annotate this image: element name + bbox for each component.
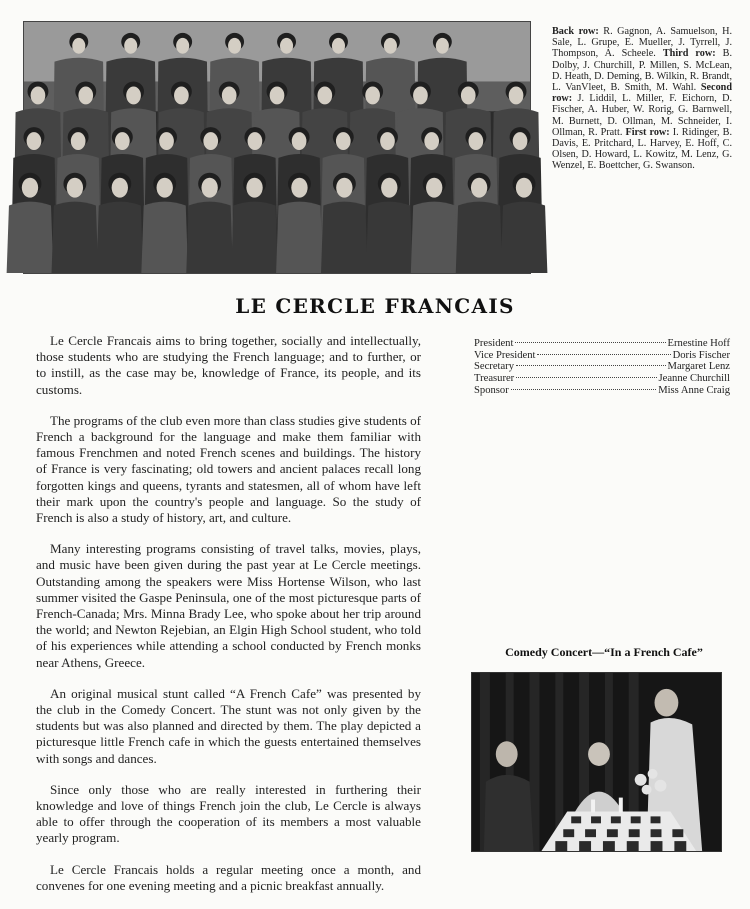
leader-dots [515, 342, 665, 343]
student-face [222, 86, 237, 104]
student-face [126, 86, 141, 104]
paragraph: Le Cercle Francais aims to bring together, socially and intellectually, those students who are studying the French language; and to further, or to instill, as the case may be, knowledge of France, its people, and its customs. [36, 333, 421, 397]
student-figure [456, 202, 503, 273]
officer-role: Secretary [474, 361, 514, 373]
student-face [112, 178, 128, 198]
student-face [71, 132, 86, 150]
student-face [332, 38, 345, 54]
student-face [157, 178, 173, 198]
student-face [115, 132, 130, 150]
comedy-photo-drawing [472, 673, 721, 851]
student-figure [411, 202, 458, 273]
student-face [471, 178, 487, 198]
student-face [436, 38, 449, 54]
student-face [159, 132, 174, 150]
officer-row-president [474, 338, 730, 350]
officer-role: Vice President [474, 349, 536, 361]
student-face [124, 38, 137, 54]
student-face [22, 178, 38, 198]
student-figure [141, 202, 188, 273]
names-label-second: Second row: [552, 82, 732, 105]
officer-name: Miss Anne Craig [658, 384, 730, 396]
student-face [72, 38, 85, 54]
student-face [174, 86, 189, 104]
names-label-back: Back row: [552, 26, 599, 37]
student-face [176, 38, 189, 54]
student-face [424, 132, 439, 150]
officer-role: Treasurer [474, 373, 515, 385]
student-face [513, 132, 528, 150]
paragraph: Since only those who are really interested in furthering their knowledge and love of things French join the club, Le Cercle is always able to offer through the cooperation of its members a most valuable yearly program. [36, 781, 421, 846]
student-face [426, 178, 442, 198]
names-text-second: J. Liddil, L. Miller, F. Eichorn, D. Fischer, A. Huber, W. Rorig, G. Barnwell, M. Burnett, D. Ollman, M. Schneider, I. Ollman, R. Pratt. [552, 93, 732, 138]
names-label-third: Third row: [662, 48, 716, 60]
student-face [461, 86, 476, 104]
student-face [201, 178, 217, 198]
officer-row-sponsor [474, 385, 730, 397]
student-face [384, 38, 397, 54]
officer-role: Sponsor [474, 384, 509, 396]
student-face [516, 178, 532, 198]
officer-name: Ernestine Hoff [667, 338, 730, 349]
officer-role: President [474, 338, 514, 349]
student-figure [52, 202, 99, 273]
student-figure [321, 202, 368, 273]
officer-row-vice-president [474, 350, 730, 362]
names-text-first: I. Ridinger, B. Davis, E. Pritchard, L. Harvey, E. Hoff, C. Olsen, D. Howard, L. Kowitz, M. Lenz, G. Wenzel, E. Boettcher, G. Swanson. [552, 126, 732, 172]
club-group-photo [23, 21, 531, 274]
leader-dots [516, 377, 656, 378]
student-figure [7, 202, 54, 273]
student-face [203, 132, 218, 150]
paragraph: An original musical stunt called “A French Cafe” was presented by the club in the Comedy Concert. The stunt was not only given by the students but was also planned and directed by them. The play depicted a picturesque little French cafe in which the guests entertained themselves with songs and dances. [36, 685, 421, 766]
student-face [413, 86, 428, 104]
paragraph: Le Cercle Francais holds a regular meeting once a month, and convenes for one evening meeting and a picnic breakfast annually. [36, 861, 421, 893]
student-figure [366, 202, 413, 273]
officer-row-treasurer [474, 373, 730, 385]
comedy-concert-photo [471, 672, 722, 852]
officers-list [474, 338, 730, 397]
student-face [336, 178, 352, 198]
student-face [380, 132, 395, 150]
officer-name: Doris Fischer [672, 349, 730, 361]
student-face [246, 178, 262, 198]
names-label-first: First row: [625, 126, 670, 138]
student-face [270, 86, 285, 104]
student-face [381, 178, 397, 198]
student-face [67, 178, 83, 198]
leader-dots [516, 365, 666, 366]
names-text-back: R. Gagnon, A. Samuelson, H. Sale, L. Grupe, E. Mueller, J. Tyrrell, J. Thompson, A. Scheele. [552, 26, 732, 60]
paragraph: The programs of the club even more than class studies give students of French a background for the language and make them familiar with famous Frenchmen and noted French scenes and buildings. The history of France is very fascinating; old towers and ancient palaces recall long forgotten kings and queens, tyrants and statesmen, all of whom have left their mark upon the country's people and language. So the study of French is also a study of history, art, and culture. [36, 412, 421, 526]
student-face [317, 86, 332, 104]
student-figure [186, 202, 233, 273]
student-figure [276, 202, 323, 273]
student-face [291, 178, 307, 198]
student-face [468, 132, 483, 150]
paragraph: Many interesting programs consisting of travel talks, movies, plays, and music have been given during the past year at Le Cercle meetings. Outstanding among the speakers were Miss Hortense Wilson, who last summer visited the Gaspe Peninsula, one of the most picturesque parts of French-Canada; Mrs. Minna Brady Lee, who spoke about her trip around the world; and Newton Rejebian, an Elgin High School student, who told of his experiences while attending a school conducted by French monks near Athens, Greece. [36, 541, 421, 670]
leader-dots [537, 354, 670, 355]
student-face [365, 86, 380, 104]
leader-dots [511, 389, 656, 390]
group-photo-drawing [24, 22, 530, 273]
student-face [27, 132, 42, 150]
student-face [509, 86, 524, 104]
student-face [78, 86, 93, 104]
student-face [31, 86, 46, 104]
names-text-third: B. Dolby, J. Churchill, P. Millen, S. McLean, D. Heath, D. Deming, B. Wilkin, R. Brandt, L. VanVleet, B. Smith, M. Wahl. [552, 48, 732, 94]
comedy-photo-caption: Comedy Concert—“In a French Cafe” [505, 645, 703, 659]
officer-row-secretary [474, 361, 730, 373]
student-figure [231, 202, 278, 273]
student-face [228, 38, 241, 54]
student-figure [501, 202, 548, 273]
officer-name: Margaret Lenz [667, 361, 730, 373]
page-title: LE CERCLE FRANCAIS [235, 294, 515, 318]
names-caption [552, 26, 732, 172]
student-figure [96, 202, 143, 273]
student-face [248, 132, 263, 150]
article-body [36, 333, 421, 909]
student-face [336, 132, 351, 150]
officer-name: Jeanne Churchill [658, 373, 730, 385]
student-face [292, 132, 307, 150]
student-face [280, 38, 293, 54]
